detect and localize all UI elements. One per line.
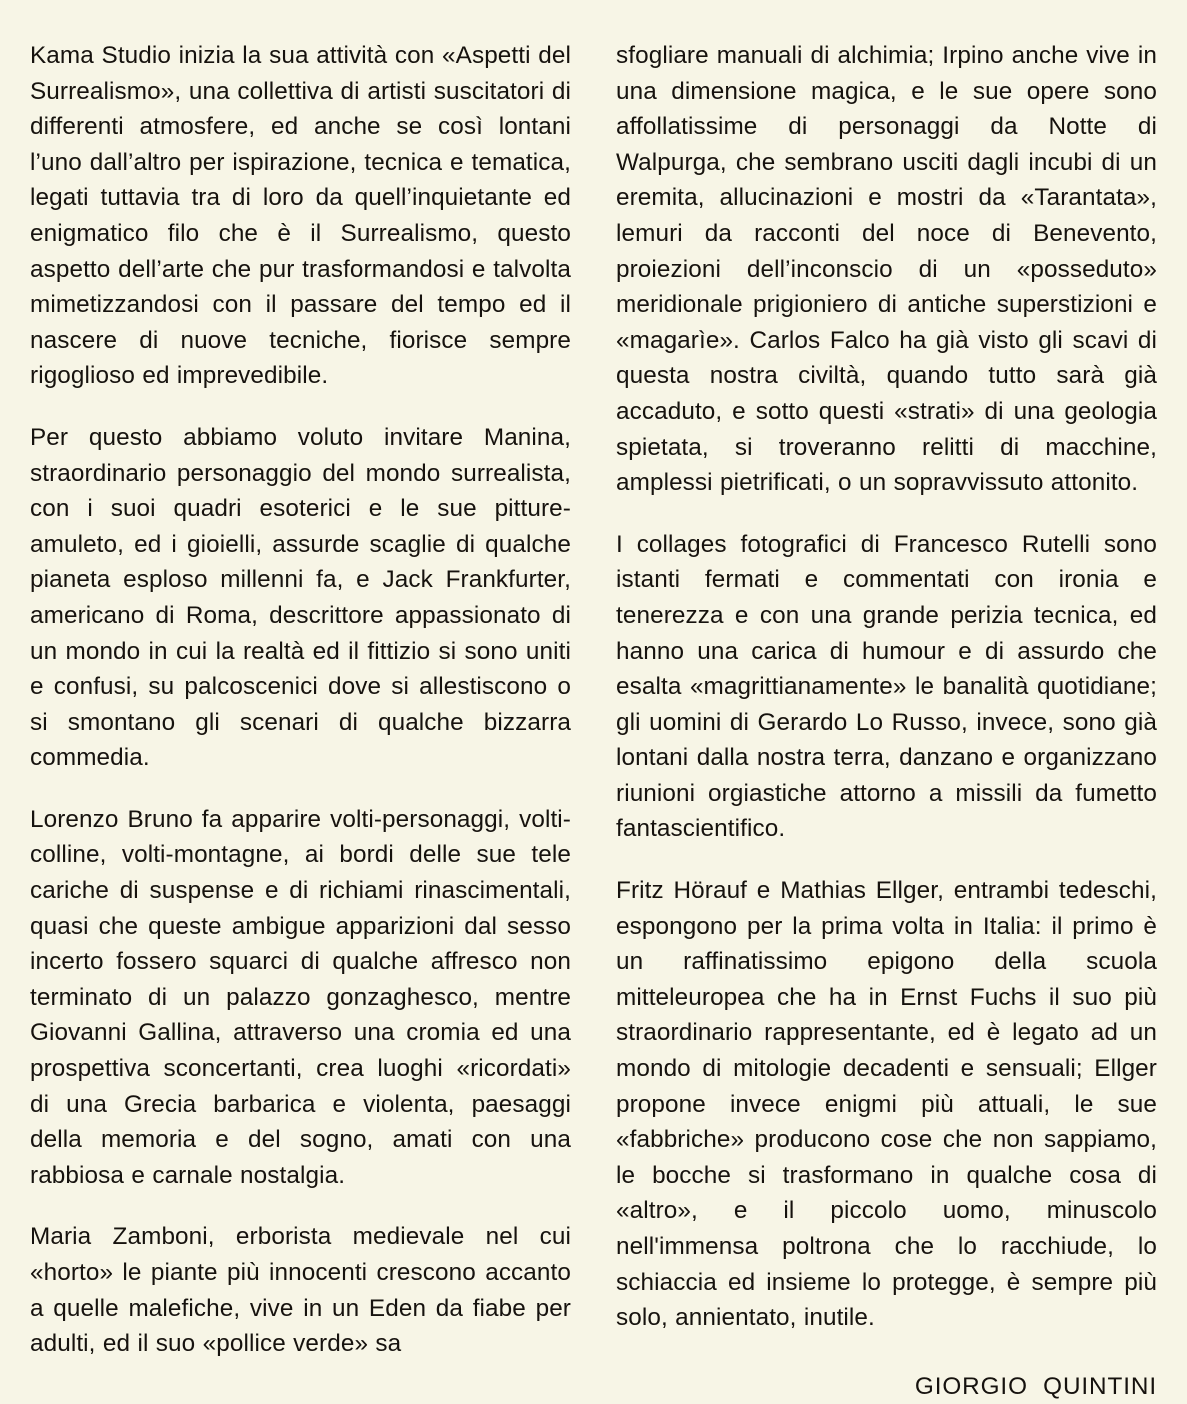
paragraph: Per questo abbiamo voluto invitare Manina, straordinario personaggio del mondo surrealista, con i suoi quadri esoterici e le sue pitture-amuleto, ed i gioielli, assurde scaglie di qualche pianeta esploso millenni fa, e Jack Frankfurter, americano di Roma, descrittore appassionato di un mondo in cui la realtà ed il fittizio si sono uniti e confusi, su palcoscenici dove si allestiscono o si smontano gli scenari di qualche bizzarra commedia.	[30, 423, 571, 772]
paragraph: Lorenzo Bruno fa apparire volti-personaggi, volti-colline, volti-montagne, ai bordi delle sue tele cariche di suspense e di richiami rinascimentali, quasi che queste ambigue apparizioni dal sesso incerto fossero squarci di qualche affresco non terminato di un palazzo gonzaghesco, mentre Giovanni Gallina, attraverso una cromia ed una prospettiva sconcertanti, crea luoghi «ricordati» di una Grecia barbarica e violenta, paesaggi della memoria e del sogno, amati con una rabbiosa e carnale nostalgia.	[30, 805, 571, 1189]
right-column	[616, 38, 1157, 1404]
author-signature-text: GIORGIO QUINTINI	[914, 1372, 1157, 1400]
author-signature	[616, 1370, 1157, 1404]
left-column	[30, 38, 571, 1362]
paragraph: Kama Studio inizia la sua attività con «Aspetti del Surrealismo», una collettiva di artisti suscitatori di differenti atmosfere, ed anche se così lontani l’uno dall’altro per ispirazione, tecnica e tematica, legati tuttavia tra di loro da quell’inquietante ed enigmatico filo che è il Surrealismo, questo aspetto dell’arte che pur trasformandosi e talvolta mimetizzandosi con il passare del tempo ed il nascere di nuove tecniche, fiorisce sempre rigoglioso ed imprevedibile.	[30, 42, 571, 390]
paragraph: sfogliare manuali di alchimia; Irpino anche vive in una dimensione magica, e le sue opere sono affollatissime di personaggi da Notte di Walpurga, che sembrano usciti dagli incubi di un eremita, allucinazioni e mostri da «Tarantata», lemuri da racconti del noce di Benevento, proiezioni dell’inconscio di un «posseduto» meridionale prigioniero di antiche superstizioni e «magarìe». Carlos Falco ha già visto gli scavi di questa nostra civiltà, quando tutto sarà già accaduto, e sotto questi «strati» di una geologia spietata, si troveranno relitti di macchine, amplessi pietrificati, o un sopravvissuto attonito.	[616, 42, 1157, 497]
column-container	[30, 38, 1157, 1400]
paragraph: Maria Zamboni, erborista medievale nel cui «horto» le piante più innocenti crescono accanto a quelle malefiche, vive in un Eden da fiabe per adulti, ed il suo «pollice verde» sa	[30, 1223, 571, 1358]
paragraph: Fritz Hörauf e Mathias Ellger, entrambi tedeschi, espongono per la prima volta in Italia: il primo è un raffinatissimo epigono della scuola mitteleuropea che ha in Ernst Fuchs il suo più straordinario rappresentante, ed è legato ad un mondo di mitologie decadenti e sensuali; Ellger propone invece enigmi più attuali, le sue «fabbriche» producono cose che non sappiamo, le bocche si trasformano in qualche cosa di «altro», e il piccolo uomo, minuscolo nell'immensa poltrona che lo racchiude, lo schiaccia ed insieme lo protegge, è sempre più solo, annientato, inutile.	[616, 877, 1157, 1332]
paragraph: I collages fotografici di Francesco Rutelli sono istanti fermati e commentati con ironia e tenerezza e con una grande perizia tecnica, ed hanno una carica di humour e di assurdo che esalta «magrittianamente» le banalità quotidiane; gli uomini di Gerardo Lo Russo, invece, sono già lontani dalla nostra terra, danzano e organizzano riunioni orgiastiche attorno a missili da fumetto fantascientifico.	[616, 530, 1157, 843]
